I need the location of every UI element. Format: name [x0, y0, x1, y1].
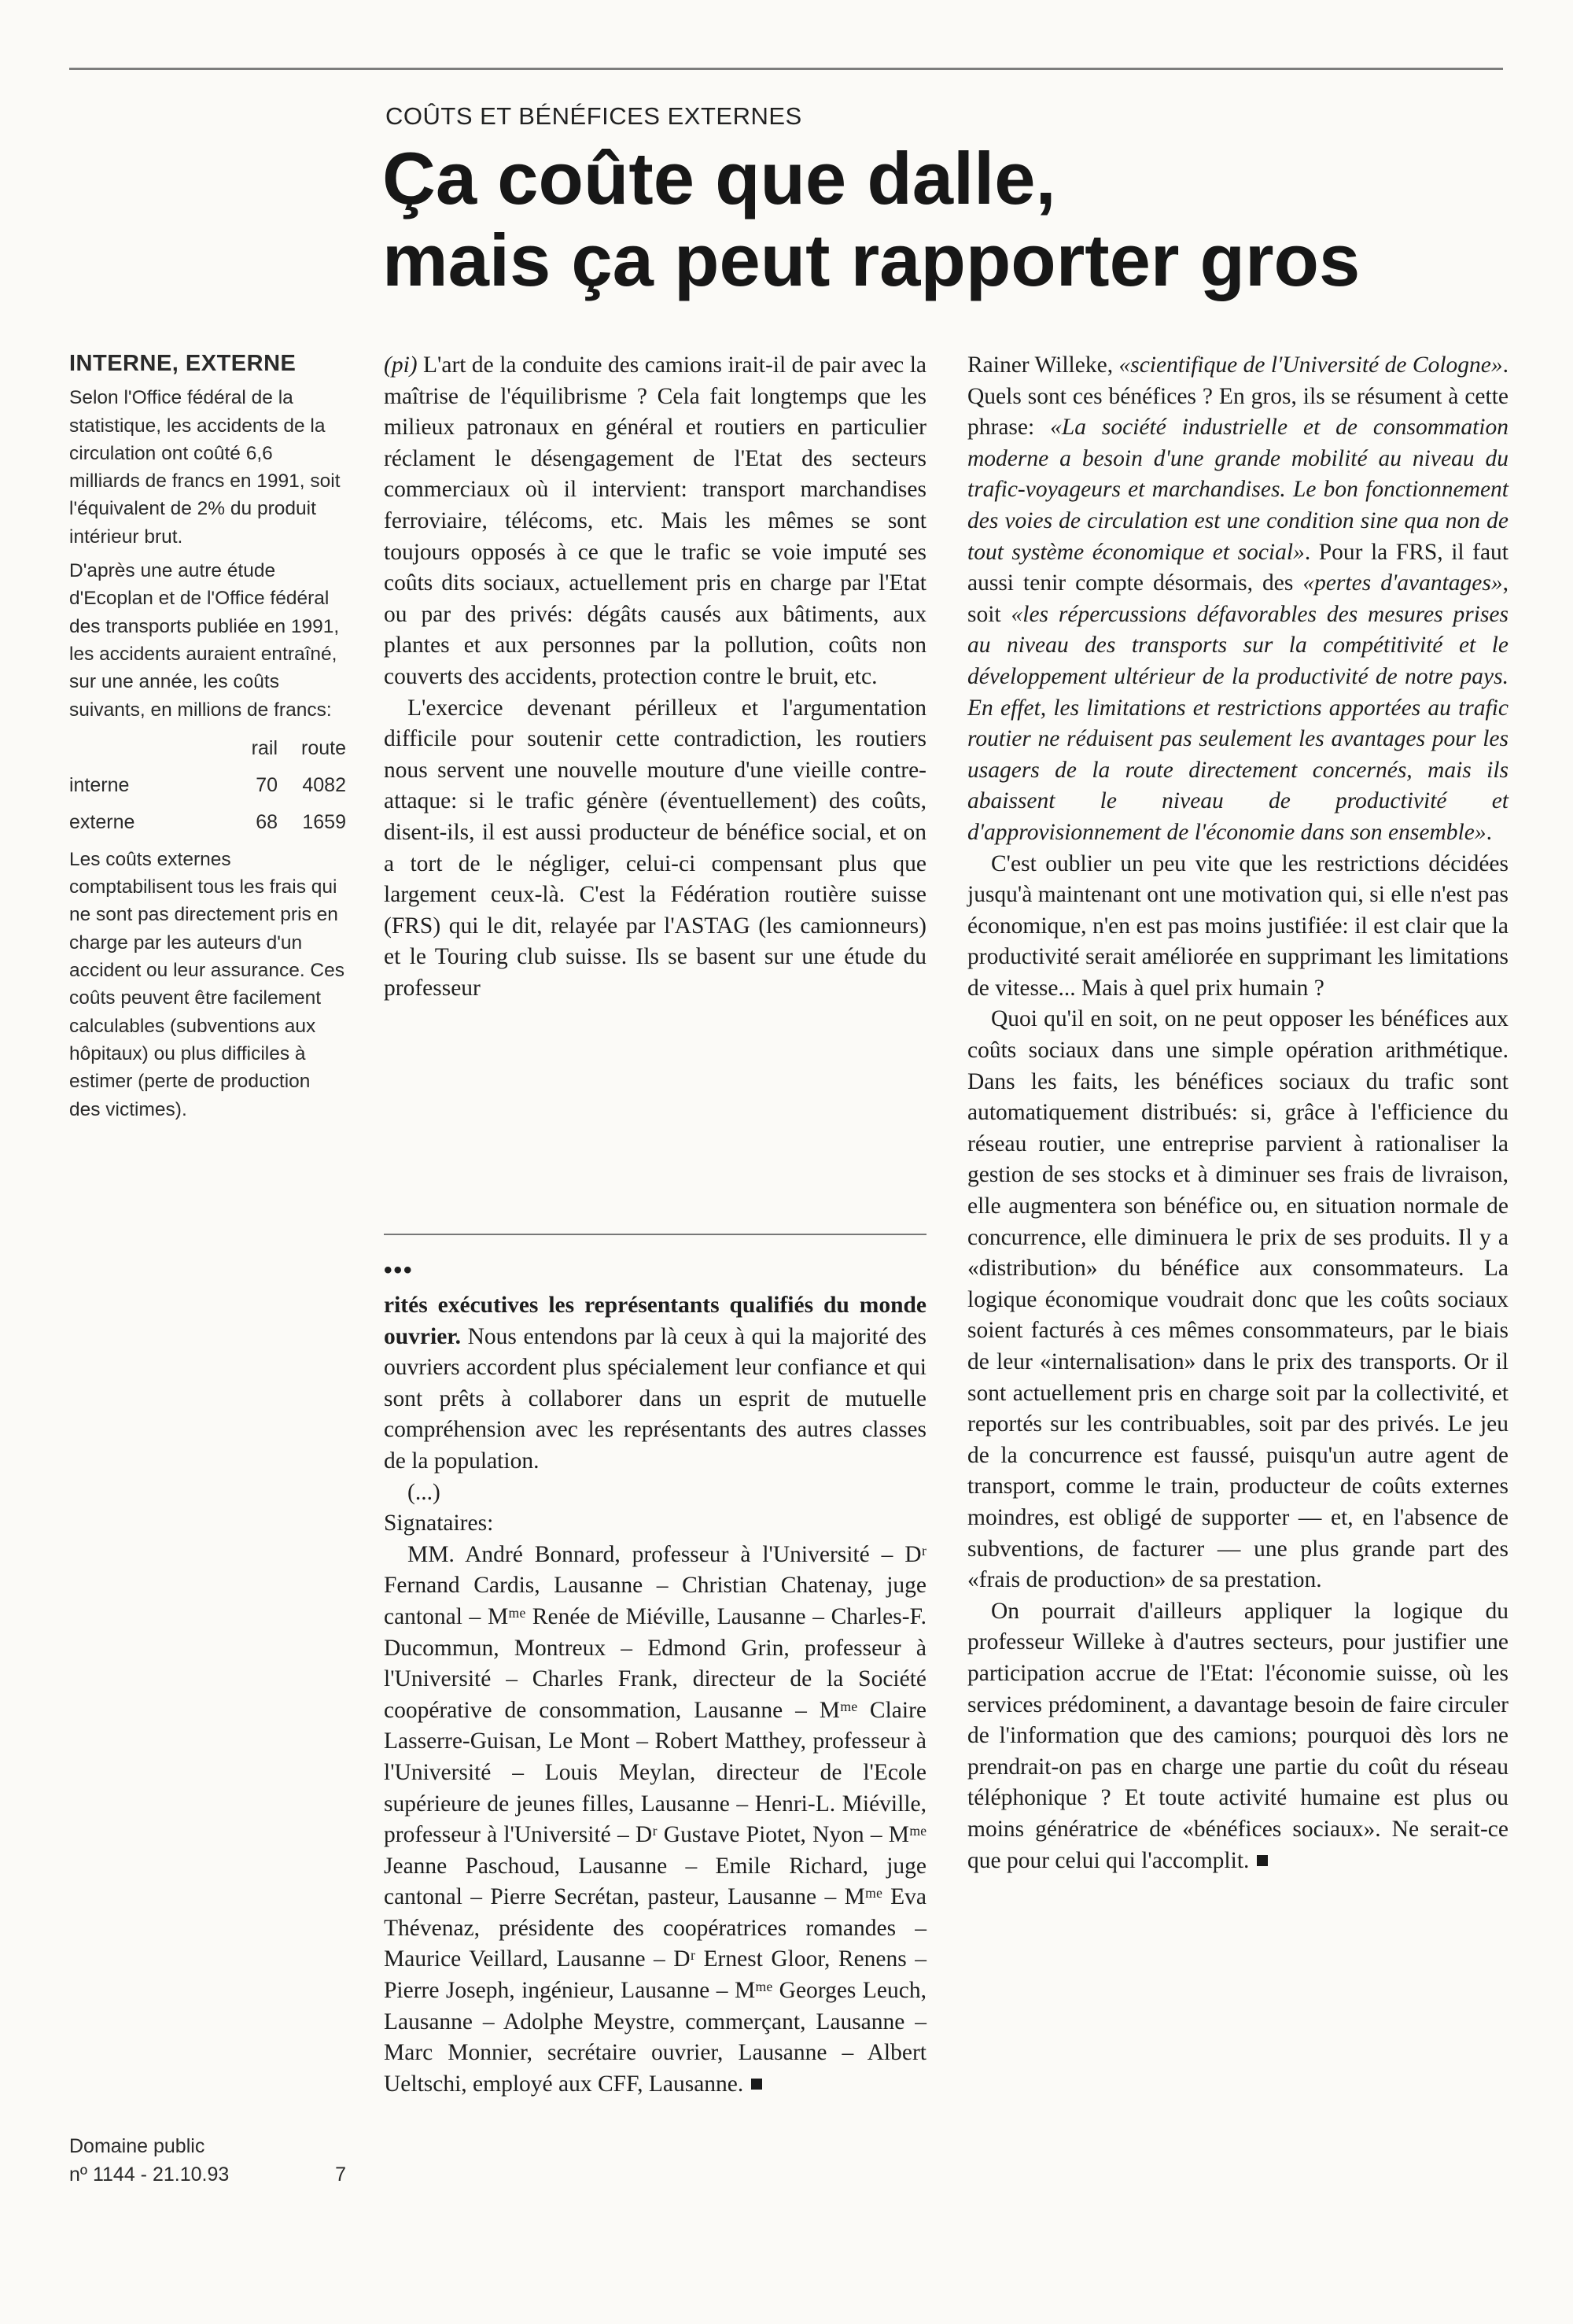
- article-column-1: [384, 350, 926, 1004]
- author-initials: (pi): [384, 352, 418, 378]
- table-row: [69, 767, 346, 804]
- cost-table-header: [69, 730, 346, 767]
- column-divider: [384, 1234, 926, 1235]
- cost-table-header-route: route: [301, 736, 346, 759]
- quote: «La société industrielle et de consommation moderne a besoin d'une grande mobilité au niveau du trafic-voyageurs et marchandises. Le bon fonctionnement des voies de circulation est une condition sine qua non de tout système économique et social»: [967, 415, 1509, 565]
- article-text: Rainer Willeke,: [967, 352, 1119, 378]
- sidebar-paragraph-3: Les coûts externes comptabilisent tous les frais qui ne sont pas directement pris en charge par les auteurs d'un accident ou leur assurance. Ces coûts peuvent être facilement calculables (subventions aux hôpitaux) ou plus difficiles à estimer (perte de production des victimes).: [69, 848, 344, 1120]
- cost-table: [69, 730, 346, 841]
- quote: «pertes d'avantages»: [1302, 570, 1503, 596]
- cell-route: 1659: [302, 810, 346, 833]
- section-kicker: COÛTS ET BÉNÉFICES EXTERNES: [385, 102, 802, 130]
- signatories-text: MM. André Bonnard, professeur à l'Université – Dʳ Fernand Cardis, Lausanne – Christian Chatenay, juge cantonal – Mᵐᵉ Renée de Miéville, Lausanne – Charles-F. Ducommun, Montreux – Edmond Grin, professeur à l'Université – Charles Frank, directeur de la Société coopérative de consommation, Lausanne – Mᵐᵉ Claire Lasserre-Guisan, Le Mont – Robert Matthey, professeur à l'Université – Louis Meylan, directeur de l'Ecole supérieure de jeunes filles, Lausanne – Henri-L. Miéville, professeur à l'Université – Dʳ Gustave Piotet, Nyon – Mᵐᵉ Jeanne Paschoud, Lausanne – Emile Richard, juge cantonal – Pierre Secrétan, pasteur, Lausanne – Mᵐᵉ Eva Thévenaz, présidente des coopératrices romandes – Maurice Veillard, Lausanne – Dʳ Ernest Gloor, Renens – Pierre Joseph, ingénieur, Lausanne – Mᵐᵉ Georges Leuch, Lausanne – Adolphe Meystre, commerçant, Lausanne – Marc Monnier, secrétaire ouvrier, Lausanne – Albert Ueltschi, employé aux CFF, Lausanne.: [384, 1541, 926, 2097]
- cell-rail: 68: [256, 810, 278, 833]
- sidebar-title: INTERNE, EXTERNE: [69, 351, 297, 376]
- article-text: . Pour la FRS, il faut aussi tenir compte désormais, des: [967, 539, 1509, 596]
- article-paragraph-3: [967, 350, 1509, 849]
- continued-article: [384, 1290, 926, 2100]
- ellipsis: [384, 1477, 926, 1509]
- article-text: .: [1486, 819, 1492, 845]
- article-text: On pourrait d'ailleurs appliquer la logique du professeur Willeke à d'autres secteurs, pour justifier une participation accrue de l'Etat: l'économie suisse, où les services prédominent, a davantage besoin de faire circuler de l'information que des camions; pourquoi dès lors ne prendrait-on pas en charge une partie du coût du réseau téléphonique ? Et toute activité humaine est plus ou moins génératrice de «bénéfices sociaux». Ne serait-ce que pour celui qui l'accomplit.: [967, 1598, 1509, 1873]
- quote: «scientifique de l'Université de Cologne»: [1118, 352, 1503, 378]
- article-paragraph-2: L'exercice devenant périlleux et l'argumentation difficile pour soutenir cette contradiction, les routiers nous servent une nouvelle mouture d'une vieille contre-attaque: si le trafic génère (éventuellement) des coûts, disent-ils, il est aussi producteur de bénéfice social, et on a tort de le négliger, celui-ci compensant plus que largement ceux-là. C'est la Fédération routière suisse (FRS) qui le dit, relayée par l'ASTAG (les camionneurs) et le Touring club suisse. Ils se basent sur une étude du professeur: [384, 695, 926, 1001]
- article-column-2: [967, 350, 1509, 1876]
- cell-route: 4082: [302, 773, 346, 796]
- headline-line-2: mais ça peut rapporter gros: [382, 219, 1361, 301]
- quote: «les répercussions défavorables des mesures prises au niveau des transports sur la compétitivité et le développement ultérieur de la productivité de notre pays. En effet, les limitations et restrictions apportées au trafic routier ne réduisent pas seulement les avantages pour les usagers de la route directement concernés, mais ils abaissent le niveau de productivité et d'approvisionnement de l'économie dans son ensemble»: [967, 601, 1509, 845]
- sidebar-box: [69, 350, 346, 1130]
- signatories-list: [384, 1540, 926, 2101]
- page-number: 7: [335, 2164, 346, 2186]
- article-paragraph-5: Quoi qu'il en soit, on ne peut opposer les bénéfices aux coûts sociaux dans une simple opération arithmétique. Dans les faits, les bénéfices sociaux du trafic sont automatiquement distribués: si, grâce à l'efficience du réseau routier, une entreprise parvient à rationaliser la gestion de ses stocks et à diminuer ses frais de livraison, elle augmentera son bénéfice ou, en situation normale de concurrence, elle diminuera le prix de ses produits. Il y a «distribution» du bénéfice aux consommateurs. La logique économique voudrait donc que les coûts sociaux soient facturés à ces mêmes consommateurs, par le biais de leur «internalisation» dans le prix des transports. Or il sont actuellement pris en charge soit par la collectivité, et reportés sur les contribuables, soit par des privés. Le jeu de la concurrence est faussé, puisqu'un autre agent de transport, comme le train, producteur de coûts externes moindres, est obligé de supporter — et, en l'absence de subventions, de facturer — une plus grande part des «frais de production» de sa prestation.: [967, 1006, 1509, 1593]
- signatories-label: Signataires:: [384, 1511, 494, 1536]
- article-paragraph-4: C'est oublier un peu vite que les restrictions décidées jusqu'à maintenant ont une motivation qui, si elle n'est pas économique, n'en est pas moins justifiée: il est clair que la productivité serait améliorée en supprimant les limitations de vitesse... Mais à quel prix humain ?: [967, 850, 1509, 1001]
- continued-lead: rités exécutives les représentants qualifiés du monde ouvrier.: [384, 1293, 926, 1349]
- cost-table-header-rail: rail: [251, 736, 278, 759]
- issue-info: nº 1144 - 21.10.93: [69, 2164, 230, 2186]
- sidebar-paragraph-1: Selon l'Office fédéral de la statistique, les accidents de la circulation ont coûté 6,6 milliards de francs en 1991, soit l'équivalent de 2% du produit intérieur brut.: [69, 387, 341, 548]
- publication-name: Domaine public: [69, 2135, 205, 2157]
- row-label: interne: [69, 773, 130, 796]
- headline-line-1: Ça coûte que dalle,: [382, 137, 1056, 219]
- continued-text: Nous entendons par là ceux à qui la majorité des ouvriers accordent plus spécialement leur confiance et qui sont prêts à collaborer dans un esprit de mutuelle compréhension avec les représentants des autres classes de la population.: [384, 1323, 926, 1474]
- sidebar-paragraph-2: D'après une autre étude d'Ecoplan et de l'Office fédéral des transports publiée en 1991, les accidents auraient entraîné, sur une année, les coûts suivants, en millions de francs:: [69, 560, 340, 721]
- cost-table-corner: [69, 730, 219, 767]
- page-footer: [69, 2132, 346, 2189]
- article-text: , soit: [967, 570, 1509, 627]
- article-paragraph-1: [384, 350, 926, 693]
- page-title: [382, 138, 1483, 301]
- ellipsis-text: (...): [407, 1479, 440, 1505]
- table-row: [69, 804, 346, 841]
- row-label: externe: [69, 810, 135, 833]
- article-paragraph-6: [967, 1596, 1509, 1876]
- end-of-article-icon: [1257, 1855, 1268, 1866]
- article-text: . Quels sont ces bénéfices ? En gros, ils se résument à cette phrase:: [967, 352, 1509, 441]
- article-text: L'art de la conduite des camions irait-il de pair avec la maîtrise de l'équilibrisme ? Cela fait longtemps que les milieux patronaux en général et routiers en particulier réclament le désengagement de l'Etat des secteurs commerciaux où il intervient: transport marchandises ferroviaire, télécoms, etc. Mais les mêmes se sont toujours opposés à ce que le trafic se voie imputé ses coûts dits sociaux, actuellement pris en charge par l'Etat ou par des privés: dégâts causés aux bâtiments, aux plantes et aux personnes par la pollution, coûts non couverts des accidents, protection contre le bruit, etc.: [384, 352, 926, 689]
- continued-paragraph: [384, 1290, 926, 1477]
- continuation-marker: •••: [384, 1257, 414, 1283]
- end-of-article-icon: [751, 2079, 762, 2090]
- top-rule: [69, 68, 1503, 70]
- cell-rail: 70: [256, 773, 278, 796]
